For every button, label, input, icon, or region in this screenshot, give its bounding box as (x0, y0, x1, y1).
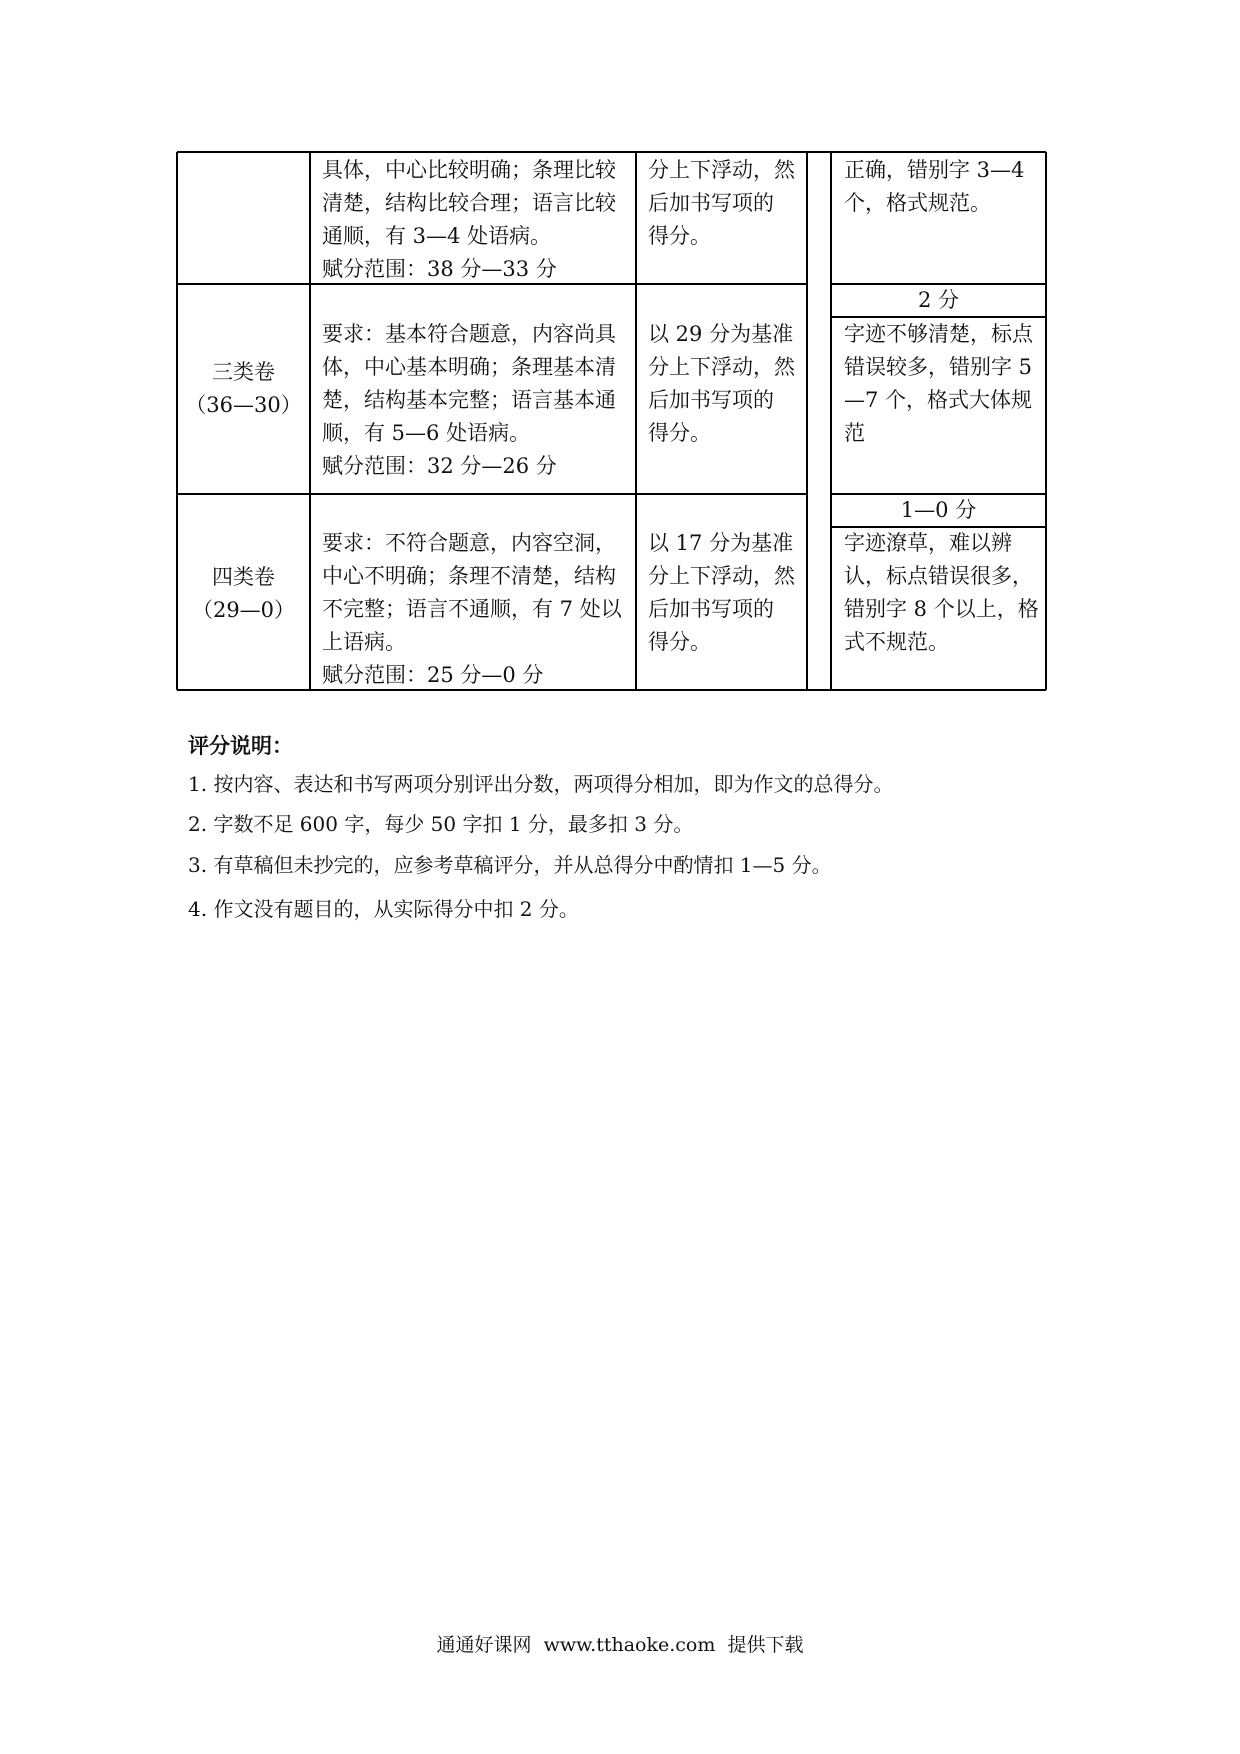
row-2-req-line: 顺，有 5—6 处语病。 (322, 421, 531, 445)
row-1-writing-line: 正确，错别字 3—4 (844, 158, 1025, 182)
row-2-writing-score: 2 分 (917, 288, 960, 312)
grading-note-3: 3. 有草稿但未抄完的，应参考草稿评分，并从总得分中酌情扣 1—5 分。 (188, 853, 832, 877)
row-1-method-line: 分上下浮动，然 (648, 158, 795, 182)
row-2-req-line: 体，中心基本明确；条理基本清 (322, 355, 616, 379)
category-range: （29—0） (191, 598, 296, 622)
row-3-method-line: 得分。 (648, 630, 711, 654)
grading-notes-title: 评分说明： (188, 734, 293, 758)
row-2-req-line: 楚，结构基本完整；语言基本通 (322, 388, 616, 412)
row-1-req-line: 赋分范围：38 分—33 分 (322, 257, 557, 281)
row-3-writing-line: 错别字 8 个以上，格 (844, 597, 1039, 621)
row-1-method (648, 154, 806, 253)
row-1-req-line: 清楚，结构比较合理；语言比较 (322, 191, 616, 215)
row-2-category (177, 356, 310, 422)
row-3-writing-line: 认，标点错误很多， (844, 564, 1033, 588)
row-2-writing-line: 字迹不够清楚，标点 (844, 322, 1033, 346)
row-1-method-line: 得分。 (648, 224, 711, 248)
grading-note-2: 2. 字数不足 600 字，每少 50 字扣 1 分，最多扣 3 分。 (188, 812, 694, 836)
row-1-req-line: 通顺，有 3—4 处语病。 (322, 224, 552, 248)
category-label: 三类卷 (212, 360, 275, 384)
row-2-method (648, 318, 806, 450)
row-2-requirement (322, 318, 632, 483)
row-2-method-line: 以 29 分为基准 (648, 322, 794, 346)
row-3-writing-line: 式不规范。 (844, 630, 949, 654)
row-2-writing-line: 错误较多，错别字 5 (844, 355, 1033, 379)
grading-note-1: 1. 按内容、表达和书写两项分别评出分数，两项得分相加，即为作文的总得分。 (188, 772, 894, 796)
row-3-req-line: 不完整；语言不通顺，有 7 处以 (322, 597, 622, 621)
category-label: 四类卷 (212, 565, 275, 589)
row-3-method-line: 以 17 分为基准 (648, 531, 794, 555)
row-2-method-line: 后加书写项的 (648, 388, 774, 412)
row-3-req-line: 赋分范围：25 分—0 分 (322, 663, 544, 687)
row-2-req-line: 要求：基本符合题意，内容尚具 (322, 322, 616, 346)
grading-note-4: 4. 作文没有题目的，从实际得分中扣 2 分。 (188, 897, 579, 921)
row-3-req-line: 中心不明确；条理不清楚，结构 (322, 564, 616, 588)
row-3-method-line: 分上下浮动，然 (648, 564, 795, 588)
row-1-requirement (322, 154, 632, 286)
row-2-method-line: 分上下浮动，然 (648, 355, 795, 379)
row-2-writing (844, 318, 1044, 450)
row-3-category (177, 561, 310, 627)
row-3-req-line: 上语病。 (322, 630, 406, 654)
row-1-writing (844, 154, 1044, 220)
row-2-method-line: 得分。 (648, 421, 711, 445)
row-2-req-line: 赋分范围：32 分—26 分 (322, 454, 557, 478)
row-3-writing-score: 1—0 分 (900, 498, 977, 522)
row-3-method (648, 527, 806, 659)
row-1-req-line: 具体，中心比较明确；条理比较 (322, 158, 616, 182)
page-footer: 通通好课网 www.tthaoke.com 提供下载 (436, 1634, 804, 1656)
row-3-writing (844, 527, 1044, 659)
row-3-writing-line: 字迹潦草，难以辨 (844, 531, 1012, 555)
row-2-writing-line: —7 个，格式大体规 (844, 388, 1033, 412)
row-3-req-line: 要求：不符合题意，内容空洞， (322, 531, 616, 555)
row-3-requirement (322, 527, 632, 692)
category-range: （36—30） (185, 393, 302, 417)
row-1-writing-line: 个，格式规范。 (844, 191, 991, 215)
row-3-method-line: 后加书写项的 (648, 597, 774, 621)
row-2-writing-line: 范 (844, 421, 865, 445)
row-1-method-line: 后加书写项的 (648, 191, 774, 215)
